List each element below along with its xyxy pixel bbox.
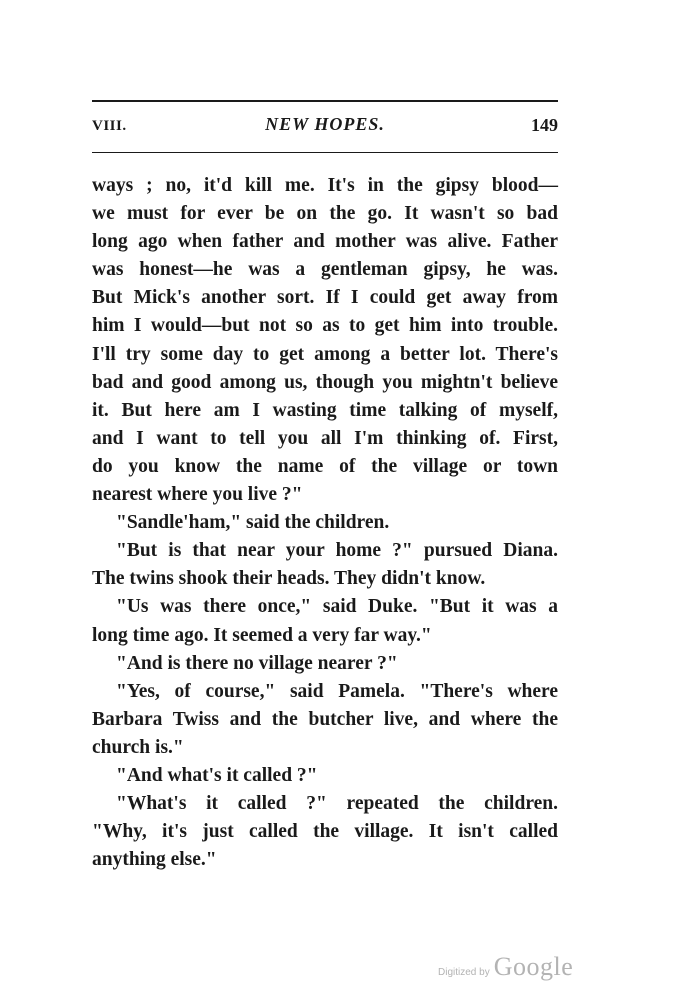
digitized-watermark xyxy=(438,952,573,982)
text-line: "But is that near your home ?" pursued Diana. xyxy=(116,540,558,562)
text-line: do you know the name of the village or town xyxy=(92,455,558,477)
text-line: "What's it called ?" repeated the children. xyxy=(116,793,558,815)
chapter-number: VIII. xyxy=(92,118,127,134)
text-line: church is." xyxy=(92,736,184,758)
text-line: nearest where you live ?" xyxy=(92,484,303,506)
text-line: "Sandle'ham," said the children. xyxy=(116,512,390,534)
text-line: The twins shook their heads. They didn't know. xyxy=(92,568,486,590)
text-line: "And is there no village nearer ?" xyxy=(116,652,398,674)
text-line: was honest—he was a gentleman gipsy, he was. xyxy=(92,259,558,281)
text-line: ways ; no, it'd kill me. It's in the gipsy blood— xyxy=(92,175,558,196)
text-line: it. But here am I wasting time talking of myself, xyxy=(92,399,558,421)
text-line: But Mick's another sort. If I could get away from xyxy=(92,287,558,309)
text-line: anything else." xyxy=(92,849,217,871)
text-line: "Why, it's just called the village. It isn't called xyxy=(92,821,558,843)
text-line: long time ago. It seemed a very far way." xyxy=(92,624,432,646)
text-line: "Yes, of course," said Pamela. "There's where xyxy=(116,680,558,702)
running-title: NEW HOPES. xyxy=(265,114,385,134)
text-line: and I want to tell you all I'm thinking of. First, xyxy=(92,427,558,449)
text-line: we must for ever be on the go. It wasn't so bad xyxy=(92,203,558,225)
watermark-brand: Google xyxy=(493,952,574,981)
text-line: long ago when father and mother was alive. Father xyxy=(92,231,558,253)
text-line: "And what's it called ?" xyxy=(116,764,318,786)
page-body xyxy=(92,172,558,874)
page-number: 149 xyxy=(531,115,558,135)
text-line: him I would—but not so as to get him into trouble. xyxy=(92,315,558,337)
text-line: Barbara Twiss and the butcher live, and where the xyxy=(92,708,558,730)
text-line: "Us was there once," said Duke. "But it was a xyxy=(116,596,558,618)
running-header xyxy=(92,114,558,142)
watermark-prefix: Digitized by xyxy=(438,967,490,978)
header-rule-top xyxy=(92,100,558,102)
text-line: I'll try some day to get among a better lot. There's xyxy=(92,343,558,365)
text-line: bad and good among us, though you mightn't believe xyxy=(92,371,558,393)
header-rule-bottom xyxy=(92,152,558,153)
